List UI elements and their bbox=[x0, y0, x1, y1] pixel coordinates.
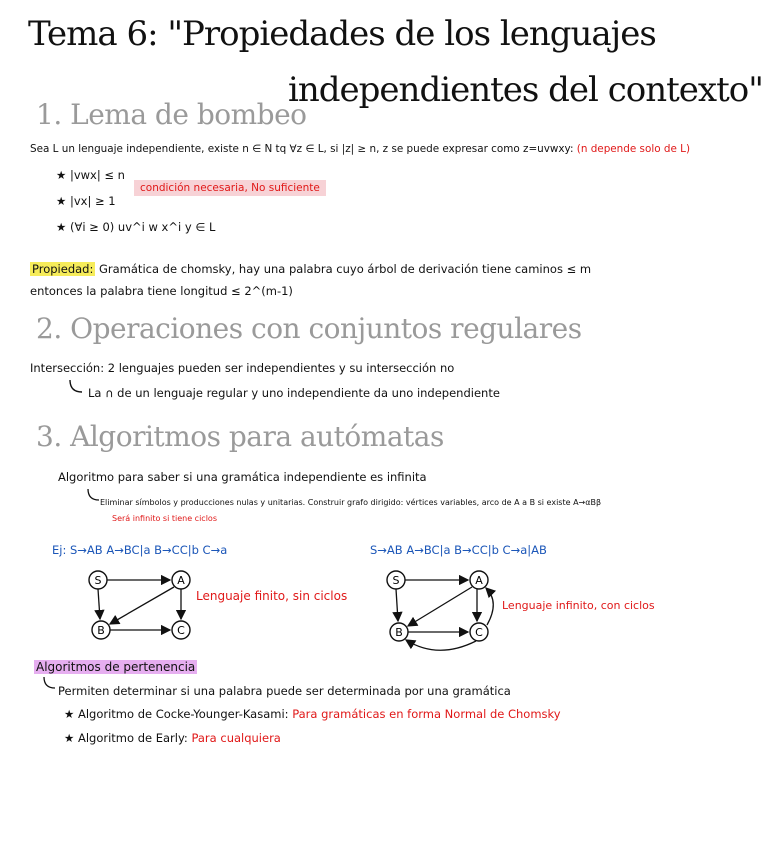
example1-rules: S→AB A→BC|a B→CC|b C→a bbox=[70, 543, 228, 557]
graph2-node-s bbox=[387, 571, 405, 589]
pumping-lemma-statement bbox=[30, 143, 690, 155]
graph2-node-b bbox=[390, 623, 408, 641]
earley-line bbox=[64, 731, 281, 745]
example1 bbox=[52, 543, 227, 557]
graph1-node-c bbox=[172, 621, 190, 639]
intersection-label: Intersección: bbox=[30, 361, 105, 375]
graph2-edge-c-a bbox=[486, 588, 493, 625]
sub-arrow-icon bbox=[40, 676, 58, 694]
page-title-line1: Tema 6: "Propiedades de los lenguajes bbox=[28, 14, 656, 54]
intersection-sub: La ∩ de un lenguaje regular y uno independiente da uno independiente bbox=[88, 386, 500, 400]
sub-arrow-icon bbox=[66, 378, 86, 398]
graph1-node-a bbox=[172, 571, 190, 589]
section3-heading: 3. Algoritmos para autómatas bbox=[36, 420, 444, 453]
earley-value: Para cualquiera bbox=[191, 731, 281, 745]
graph2-label: Lenguaje infinito, con ciclos bbox=[502, 599, 655, 612]
graph1 bbox=[80, 562, 210, 646]
svg-text:C: C bbox=[177, 624, 185, 637]
property-text-2: entonces la palabra tiene longitud ≤ 2^(m-1) bbox=[30, 284, 293, 298]
graph2-edge-c-b bbox=[406, 640, 476, 650]
algorithm-note: Será infinito si tiene ciclos bbox=[112, 514, 217, 523]
bullet-3: ★ (∀i ≥ 0) uv^i w x^i y ∈ L bbox=[56, 220, 216, 234]
section1-heading: 1. Lema de bombeo bbox=[36, 98, 307, 131]
svg-text:B: B bbox=[395, 626, 403, 639]
svg-text:S: S bbox=[94, 574, 102, 587]
graph1-edge-a-b bbox=[110, 587, 174, 624]
earley-label: ★ Algoritmo de Early: bbox=[64, 731, 188, 745]
cyk-line bbox=[64, 707, 561, 721]
graph1-node-b bbox=[92, 621, 110, 639]
svg-text:S: S bbox=[392, 574, 400, 587]
algorithm-title: Algoritmo para saber si una gramática independiente es infinita bbox=[58, 470, 427, 484]
property-label: Propiedad: bbox=[32, 262, 94, 276]
example2-rules: S→AB A→BC|a B→CC|b C→a|AB bbox=[370, 543, 547, 557]
graph2-edge-s-b bbox=[396, 589, 398, 621]
graph2 bbox=[378, 562, 508, 658]
example-label: Ej: bbox=[52, 543, 67, 557]
statement-note: (n depende solo de L) bbox=[576, 143, 691, 155]
intersection-text: 2 lenguajes pueden ser independientes y su intersección no bbox=[107, 361, 455, 375]
graph2-node-a bbox=[470, 571, 488, 589]
graph1-edge-s-b bbox=[98, 589, 100, 619]
property-line bbox=[30, 262, 591, 276]
svg-text:B: B bbox=[97, 624, 105, 637]
cyk-value: Para gramáticas en forma Normal de Chomsky bbox=[292, 707, 561, 721]
algorithm-detail: Eliminar símbolos y producciones nulas y unitarias. Construir grafo dirigido: vértices variables, arco de A a B si existe A→αBβ bbox=[100, 498, 602, 507]
condition-note: condición necesaria, No suficiente bbox=[134, 180, 326, 196]
section2-heading: 2. Operaciones con conjuntos regulares bbox=[36, 312, 582, 345]
property-text: Gramática de chomsky, hay una palabra cuyo árbol de derivación tiene caminos ≤ m bbox=[99, 262, 592, 276]
membership-heading-text: Algoritmos de pertenencia bbox=[36, 660, 196, 674]
svg-text:A: A bbox=[475, 574, 483, 587]
cyk-label: ★ Algoritmo de Cocke-Younger-Kasami: bbox=[64, 707, 289, 721]
svg-text:C: C bbox=[475, 626, 483, 639]
bullet-1: ★ |vwx| ≤ n bbox=[56, 168, 125, 182]
graph1-node-s bbox=[89, 571, 107, 589]
graph1-label: Lenguaje finito, sin ciclos bbox=[196, 589, 348, 603]
graph2-node-c bbox=[470, 623, 488, 641]
membership-heading bbox=[34, 660, 197, 674]
svg-text:A: A bbox=[177, 574, 185, 587]
membership-text: Permiten determinar si una palabra puede ser determinada por una gramática bbox=[58, 684, 511, 698]
bullet-2: ★ |vx| ≥ 1 bbox=[56, 194, 116, 208]
intersection-line bbox=[30, 361, 454, 375]
page-title-line2: independientes del contexto" bbox=[288, 70, 763, 110]
statement-text: Sea L un lenguaje independiente, existe n ∈ N tq ∀z ∈ L, si |z| ≥ n, z se puede expresar como z=uvwxy: bbox=[30, 143, 574, 155]
graph2-edge-a-b bbox=[408, 587, 472, 626]
